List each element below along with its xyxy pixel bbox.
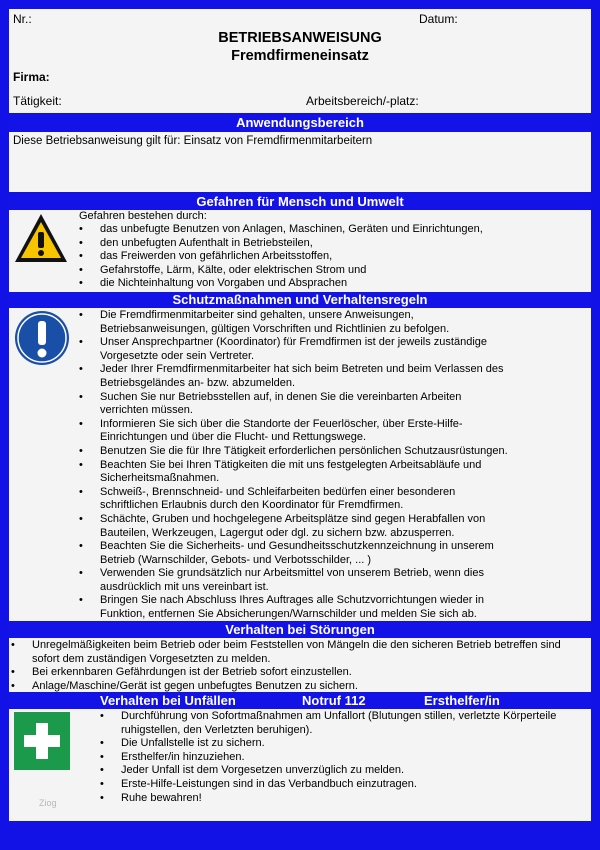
list-item-line: ruhigstellen, den Verletzten beruhigen). [121,723,313,736]
list-item-line: Betrieb (Warnschilder, Gebots- und Verbotsschilder, ... ) [100,553,372,566]
list-item-line: • Beachten Sie die Sicherheits- und Gesundheitsschutzkennzeichnung in unserem [100,540,494,553]
list-item [100,737,556,751]
list-item-line: verrichten müssen. [100,404,193,417]
list-item [79,513,508,540]
list-item-line: sofort dem zuständigen Vorgesetzten zu melden. [32,652,271,665]
list-item-line: • Beachten Sie bei Ihren Tätigkeiten die mit uns festgelegten Arbeitsabläufe und [100,458,482,471]
list-item-line: • Gefahrstoffe, Lärm, Kälte, oder elektrischen Strom und [100,263,367,276]
list-item-line: • Durchführung von Sofortmaßnahmen am Unfallort (Blutungen stillen, verletzte Körperteile [121,710,557,722]
list-item [79,223,483,237]
list-item [79,250,483,264]
list-item [79,237,483,251]
notruf-number: Notruf 112 [302,693,366,708]
list-item-line: • Jeder Unfall ist dem Vorgesetzen unverzüglich zu melden. [121,764,405,777]
watermark-text: Ziog [39,798,57,808]
stoerungen-list [11,639,561,693]
list-item [11,639,561,666]
document-title: BETRIEBSANWEISUNG [218,30,382,46]
list-item [100,792,556,806]
list-item-line: • Informieren Sie sich über die Standorte der Feuerlöscher, über Erste-Hilfe- [100,417,463,430]
list-item-line: Betriebsanweisungen, gültigen Vorschriften und Richtlinien zu befolgen. [100,322,450,335]
list-item-line: Vorgesetzte oder sein Vertreter. [100,349,255,362]
list-item-line: • Unser Ansprechpartner (Koordinator) für Fremdfirmen ist der jeweils zuständige [100,336,487,349]
list-item [79,594,508,621]
list-item [79,336,508,363]
list-item [11,680,561,694]
document-subtitle: Fremdfirmeneinsatz [231,48,369,64]
list-item [11,666,561,680]
list-item-line: • Erste-Hilfe-Leistungen sind in das Verbandbuch einzutragen. [121,777,417,790]
gefahren-panel [9,210,591,292]
list-item [79,486,508,513]
list-item-line: Betriebsgeländes an- bzw. abzumelden. [100,376,296,389]
list-item-line: • Ersthelfer/in hinzuziehen. [121,750,245,763]
list-item-line: • Schweiß-, Brennschneid- und Schleifarbeiten bedürfen einer besonderen [100,485,456,498]
list-item [79,418,508,445]
list-item [100,751,556,765]
list-item-line: • Unregelmäßigkeiten beim Betrieb oder beim Feststellen von Mängeln die den sicheren Betrieb betreffen sind [32,639,561,651]
list-item-line: Bauteilen, Werkzeugen, Lagergut oder dgl. zu sichern bzw. abzusperren. [100,526,455,539]
list-item [79,567,508,594]
list-item [100,764,556,778]
taetigkeit-label: Tätigkeit: [13,94,62,108]
list-item-line: • Die Unfallstelle ist zu sichern. [121,737,265,750]
list-item-line: • das unbefugte Benutzen von Anlagen, Maschinen, Geräten und Einrichtungen, [100,223,483,235]
list-item-line: • den unbefugten Aufenthalt in Betriebsteilen, [100,236,313,249]
stoerungen-panel [9,638,591,692]
list-item [79,391,508,418]
section-heading-anwendungsbereich: Anwendungsbereich [9,115,591,131]
list-item [79,459,508,486]
unfaelle-list [100,710,556,805]
ersthelfer-label: Ersthelfer/in [424,693,500,708]
list-item-line: Einrichtungen und über die Flucht- und Rettungswege. [100,431,367,444]
list-item [79,277,483,291]
anwendungsbereich-panel [9,132,591,192]
list-item [79,540,508,567]
list-item-line: • das Freiwerden von gefährlichen Arbeitsstoffen, [100,250,333,263]
list-item-line: ausdrücklich mit uns vereinbart ist. [100,580,269,593]
section-heading-gefahren: Gefahren für Mensch und Umwelt [9,194,591,210]
section-heading-schutz: Schutzmaßnahmen und Verhaltensregeln [9,292,591,308]
list-item [79,264,483,278]
list-item-line: • Verwenden Sie grundsätzlich nur Arbeitsmittel von unserem Betrieb, wenn dies [100,567,484,580]
list-item-line: Sicherheitsmaßnahmen. [100,472,220,485]
gefahren-list [79,223,483,291]
schutz-list [79,309,508,622]
list-item [100,710,556,737]
anwendungsbereich-text: Diese Betriebsanweisung gilt für: Einsatz von Fremdfirmenmitarbeitern [13,135,373,147]
list-item-line: • Anlage/Maschine/Gerät ist gegen unbefugtes Benutzen zu sichern. [32,679,358,692]
first-aid-cross-icon [14,712,70,770]
list-item-line: • Bringen Sie nach Abschluss Ihres Auftrages alle Schutzvorrichtungen wieder in [100,594,484,607]
firma-label: Firma: [13,70,50,84]
list-item-line: • Die Fremdfirmenmitarbeiter sind gehalten, unsere Anweisungen, [100,309,414,321]
list-item-line: • Schächte, Gruben und hochgelegene Arbeitsplätze sind gegen Herabfallen von [100,512,486,525]
list-item-line: schriftlichen Erlaubnis durch den Koordinator für Fremdfirmen. [100,499,404,512]
list-item-line: • Benutzen Sie die für Ihre Tätigkeit erforderlichen persönlichen Schutzausrüstungen. [100,444,508,457]
list-item-line: • Suchen Sie nur Betriebsstellen auf, in denen Sie die vereinbarten Arbeiten [100,390,462,403]
list-item-line: • Bei erkennbaren Gefährdungen ist der Betrieb sofort einzustellen. [32,666,352,679]
list-item-line: Funktion, entfernen Sie Absicherungen/Warnschilder und melden Sie sich ab. [100,608,477,621]
gefahren-intro: Gefahren bestehen durch: [79,210,207,222]
section-heading-stoerungen: Verhalten bei Störungen [9,622,591,638]
nr-label: Nr.: [13,12,32,26]
list-item-line: • Ruhe bewahren! [121,791,202,804]
arbeitsbereich-label: Arbeitsbereich/-platz: [306,94,419,108]
list-item-line: • die Nichteinhaltung von Vorgaben und Absprachen [100,277,348,290]
list-item-line: • Jeder Ihrer Fremdfirmenmitarbeiter hat sich beim Betreten und beim Verlassen des [100,363,504,376]
schutz-panel [9,308,591,621]
warning-triangle-icon [13,212,69,266]
datum-label: Datum: [419,12,458,26]
header-panel [9,9,591,113]
list-item [79,363,508,390]
list-item [79,445,508,459]
section-heading-unfaelle: Verhalten bei Unfällen Notruf 112 Ersthelfer/in [9,693,591,709]
list-item [79,309,508,336]
unfaelle-panel [9,709,591,821]
mandatory-exclamation-icon [14,310,70,366]
list-item [100,778,556,792]
